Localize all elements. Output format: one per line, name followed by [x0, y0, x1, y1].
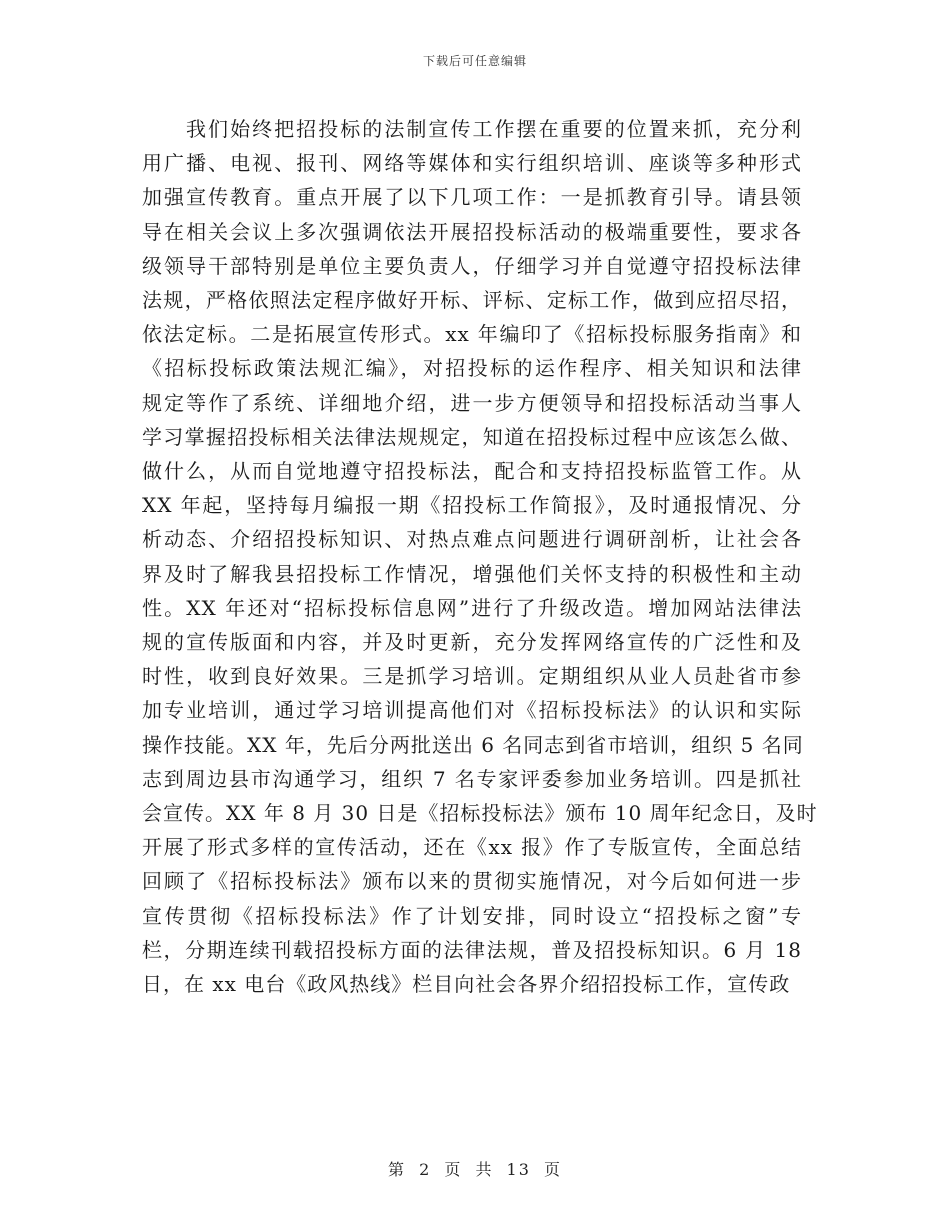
text-line: 界及时了解我县招投标工作情况，增强他们关怀支持的积极性和主动: [142, 561, 802, 586]
text-line: 加强宣传教育。重点开展了以下几项工作：一是抓教育引导。请县领: [142, 185, 802, 210]
page-number-footer: 第 2 页 共 13 页: [388, 1160, 562, 1179]
text-line: 栏，分期连续刊载招投标方面的法律法规，普及招投标知识。6 月 18: [142, 937, 802, 962]
text-line: 规定等作了系统、详细地介绍，进一步方便领导和招投标活动当事人: [142, 390, 802, 415]
text-line: 《招标投标政策法规汇编》，对招投标的运作程序、相关知识和法律: [142, 356, 802, 381]
body-paragraph: [142, 112, 818, 1001]
text-line: 用广播、电视、报刊、网络等媒体和实行组织培训、座谈等多种形式: [142, 151, 802, 176]
text-line: 析动态、介绍招投标知识、对热点难点问题进行调研剖析，让社会各: [142, 527, 802, 552]
text-line: 日，在 xx 电台《政风热线》栏目向社会各界介绍招投标工作，宣传政: [142, 972, 791, 997]
text-line: 法规，严格依照法定程序做好开标、评标、定标工作，做到应招尽招，: [142, 288, 802, 313]
text-line: 操作技能。XX 年，先后分两批送出 6 名同志到省市培训，组织 5 名同: [142, 732, 804, 757]
text-line: 加专业培训，通过学习培训提高他们对《招标投标法》的认识和实际: [142, 698, 802, 723]
text-line: 做什么，从而自觉地遵守招投标法，配合和支持招投标监管工作。从: [142, 459, 802, 484]
text-line: 学习掌握招投标相关法律法规规定，知道在招投标过程中应该怎么做、: [142, 424, 802, 449]
text-line: XX 年起，坚持每月编报一期《招投标工作简报》，及时通报情况、分: [142, 493, 802, 518]
text-line: 规的宣传版面和内容，并及时更新，充分发挥网络宣传的广泛性和及: [142, 630, 802, 655]
text-line: 会宣传。XX 年 8 月 30 日是《招标投标法》颁布 10 周年纪念日，及时: [142, 801, 818, 826]
text-line: 开展了形式多样的宣传活动，还在《xx 报》作了专版宣传，全面总结: [142, 835, 802, 860]
text-line: 我们始终把招投标的法制宣传工作摆在重要的位置来抓，充分利: [186, 117, 802, 141]
text-line: 时性，收到良好效果。三是抓学习培训。定期组织从业人员赴省市参: [142, 664, 802, 689]
page-header: 下载后可任意编辑: [422, 54, 527, 68]
text-line: 回顾了《招标投标法》颁布以来的贯彻实施情况，对今后如何进一步: [142, 869, 802, 894]
text-line: 级领导干部特别是单位主要负责人，仔细学习并自觉遵守招投标法律: [142, 253, 802, 278]
text-line: 性。XX 年还对“招标投标信息网”进行了升级改造。增加网站法律法: [142, 595, 802, 620]
text-line: 志到周边县市沟通学习，组织 7 名专家评委参加业务培训。四是抓社: [142, 766, 802, 791]
text-line: 宣传贯彻《招标投标法》作了计划安排，同时设立“招投标之窗”专: [142, 903, 802, 928]
text-line: 依法定标。二是拓展宣传形式。xx 年编印了《招标投标服务指南》和: [142, 322, 802, 347]
text-line: 导在相关会议上多次强调依法开展招投标活动的极端重要性，要求各: [142, 219, 802, 244]
